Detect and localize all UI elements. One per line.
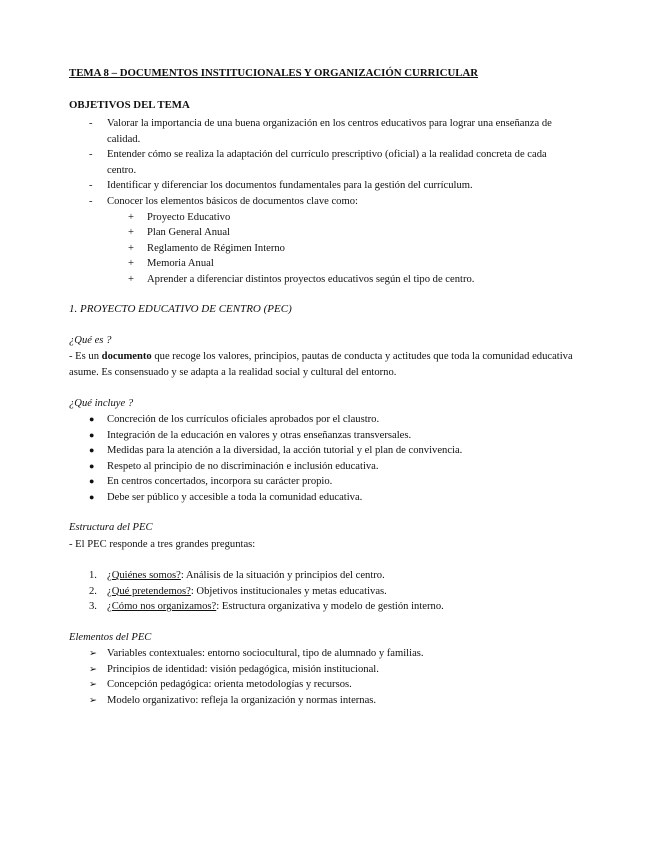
include-text: Respeto al principio de no discriminación e inclusión educativa.: [107, 460, 379, 472]
include-text: Concreción de los currículos oficiales aprobados por el claustro.: [107, 414, 380, 425]
que-incluye-heading: ¿Qué incluye ?: [69, 398, 134, 409]
objective-text: Conocer los elementos básicos de documentos clave como:: [107, 195, 358, 207]
dash-marker: -: [89, 149, 93, 161]
dash-marker: -: [89, 195, 93, 207]
element-text: Principios de identidad: visión pedagógica, misión institucional.: [107, 663, 379, 675]
que-es-bold-word: documento: [101, 351, 152, 362]
bullet-marker: ●: [89, 429, 95, 440]
bullet-marker: ●: [89, 414, 95, 424]
arrow-icon: ➢: [89, 694, 97, 706]
arrow-icon: ➢: [89, 679, 97, 691]
question-text: ¿Quiénes somos?: [107, 570, 181, 581]
number-marker: 1.: [89, 570, 97, 581]
number-marker: 2.: [89, 585, 97, 597]
number-marker: 3.: [89, 601, 97, 613]
bullet-marker: ●: [89, 460, 95, 471]
answer-text: : Objetivos institucionales y metas educativas.: [190, 585, 387, 597]
list-item: [89, 147, 559, 178]
list-item: [89, 599, 589, 615]
section-heading-pec: 1. PROYECTO EDUCATIVO DE CENTRO (PEC): [69, 303, 292, 315]
question-text: ¿Cómo nos organizamos?: [107, 601, 217, 613]
sub-item-text: Aprender a diferenciar distintos proyectos educativos según el tipo de centro.: [147, 273, 475, 285]
list-item: [89, 459, 589, 475]
plus-marker: +: [128, 242, 134, 254]
list-item: [89, 194, 559, 288]
objectives-list: [89, 116, 559, 288]
elementos-heading: Elementos del PEC: [69, 632, 152, 643]
bullet-marker: ●: [89, 445, 95, 456]
que-es-prefix: - Es un: [69, 351, 102, 362]
arrow-icon: ➢: [89, 648, 97, 659]
include-text: Debe ser público y accesible a toda la comunidad educativa.: [107, 491, 363, 503]
answer-text: : Estructura organizativa y modelo de gestión interno.: [216, 601, 444, 613]
plus-marker: +: [128, 273, 134, 285]
list-item: [89, 178, 559, 194]
element-text: Variables contextuales: entorno sociocultural, tipo de alumnado y familias.: [107, 648, 424, 659]
sub-item-text: Reglamento de Régimen Interno: [147, 242, 285, 254]
plus-marker: +: [128, 258, 134, 270]
list-item: [89, 646, 589, 662]
list-item: [128, 272, 559, 288]
list-item: [89, 116, 559, 147]
plus-marker: +: [128, 227, 134, 239]
sub-item-text: Proyecto Educativo: [147, 211, 231, 223]
element-text: Modelo organizativo: refleja la organización y normas internas.: [107, 694, 377, 706]
list-item: [89, 443, 589, 459]
question-text: ¿Qué pretendemos?: [107, 585, 191, 597]
list-item: [128, 210, 559, 226]
objective-text: Identificar y diferenciar los documentos fundamentales para la gestión del currículum.: [107, 180, 473, 192]
list-item: [89, 490, 589, 506]
include-text: En centros concertados, incorpora su carácter propio.: [107, 476, 333, 488]
answer-text: : Análisis de la situación y principios del centro.: [180, 570, 385, 581]
include-text: Integración de la educación en valores y otras enseñanzas transversales.: [107, 429, 412, 441]
objectives-heading: OBJETIVOS DEL TEMA: [69, 99, 190, 111]
dash-marker: -: [89, 118, 93, 129]
plus-marker: +: [128, 211, 134, 223]
bullet-marker: ●: [89, 491, 95, 502]
que-incluye-list: [89, 412, 589, 506]
list-item: [89, 428, 589, 444]
objective-text: Valorar la importancia de una buena organización en los centros educativos para lograr una enseñanza de calidad.: [107, 118, 552, 145]
estructura-heading: Estructura del PEC: [69, 522, 153, 533]
estructura-list: [89, 568, 589, 615]
sub-item-text: Memoria Anual: [147, 258, 214, 270]
list-item: [89, 693, 589, 709]
que-es-text: que recoge los valores, principios, pautas de conducta y actitudes que toda la comunidad educativa asume. Es consensuado y se adapta a la realidad social y cultural del entorno.: [69, 351, 573, 378]
list-item: [89, 677, 589, 693]
list-item: [89, 474, 589, 490]
list-item: [89, 662, 589, 678]
que-es-paragraph: [69, 349, 589, 380]
sub-item-text: Plan General Anual: [147, 227, 230, 239]
list-item: [89, 412, 589, 428]
que-es-heading: ¿Qué es ?: [69, 335, 112, 346]
list-item: [128, 225, 559, 241]
document-title: TEMA 8 – DOCUMENTOS INSTITUCIONALES Y ORGANIZACIÓN CURRICULAR: [69, 67, 479, 79]
bullet-marker: ●: [89, 476, 95, 487]
list-item: [128, 241, 559, 257]
objective-text: Entender cómo se realiza la adaptación del currículo prescriptivo (oficial) a la realidad concreta de cada centro.: [107, 149, 547, 176]
list-item: [128, 256, 559, 272]
include-text: Medidas para la atención a la diversidad, la acción tutorial y el plan de convivencia.: [107, 445, 463, 457]
element-text: Concepción pedagógica: orienta metodologías y recursos.: [107, 679, 352, 691]
dash-marker: -: [89, 180, 93, 192]
key-documents-list: [128, 210, 559, 288]
elementos-list: [89, 646, 589, 708]
arrow-icon: ➢: [89, 663, 97, 675]
estructura-intro: - El PEC responde a tres grandes preguntas:: [69, 539, 256, 550]
list-item: [89, 584, 589, 600]
list-item: [89, 568, 589, 584]
